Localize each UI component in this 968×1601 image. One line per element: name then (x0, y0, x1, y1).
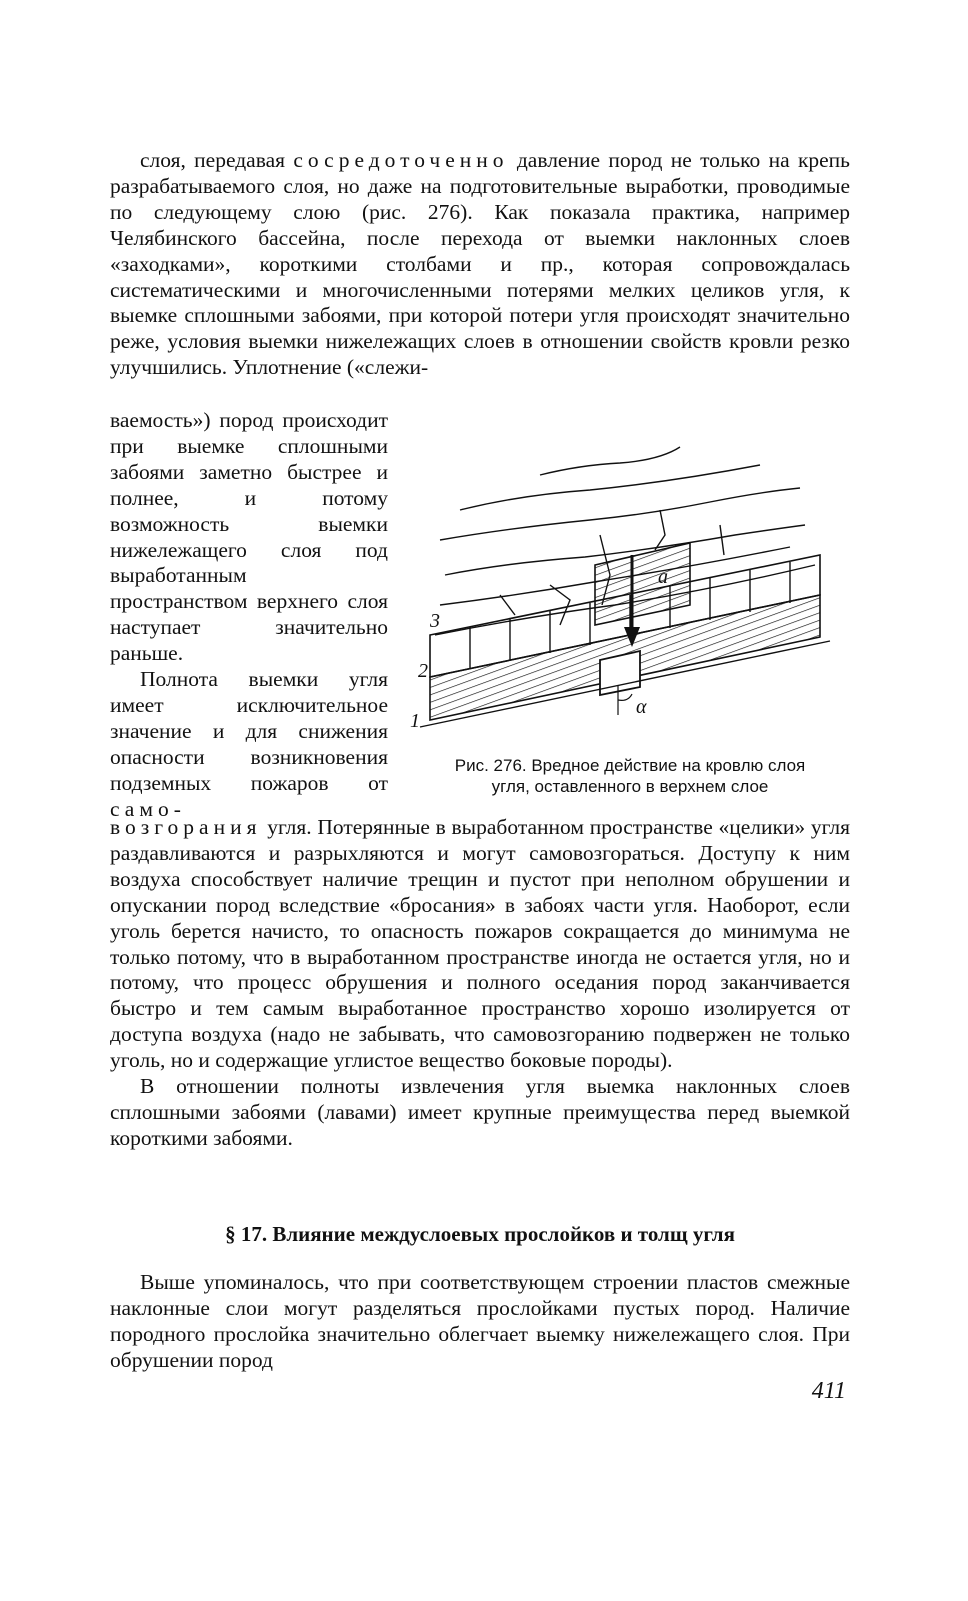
roof-damage-diagram (400, 415, 860, 755)
page-number: 411 (811, 1378, 846, 1404)
wrap-paragraph-2-text: Полнота выемки угля имеет исключительное значение и для снижения опасности возникновения подземных пожаров от (110, 667, 388, 795)
figure-caption (405, 755, 855, 797)
intro-paragraph (110, 148, 850, 381)
continuation-rest: угля. Потерянные в выработанном пространстве «целики» угля раздавливаются и разрыхляются и могут самовозгораться. Доступу к ним воздуха способствует наличие трещин и пустот при неполном обрушении и опускании пород вследствие «бросания» в забоях части угля. Наоборот, если уголь берется начисто, то опасность пожаров сокращается до минимума не только потому, что в выработанном пространстве иногда не остается угля, но и потому, что процесс обрушения и полного оседания пород заканчивается быстро и тем самым выработанное пространство хорошо изолируется от доступа воздуха (надо не забывать, что самовозгоранию подвержен не только уголь, но и содержащие углистое вещество боковые породы). (110, 815, 850, 1073)
caption-line-1: Рис. 276. Вредное действие на кровлю слоя (454, 756, 806, 775)
wrapped-text-column (110, 408, 388, 823)
label-three: 3 (430, 610, 440, 632)
intro-emphasis: сосредоточенно (293, 148, 509, 172)
wrap-paragraph-2-emphasis: само- (110, 796, 186, 821)
figure-276 (400, 415, 860, 755)
coal-pillar-a (595, 543, 690, 625)
continuation-paragraph-1 (110, 815, 850, 1074)
continuation-paragraph-2: В отношении полноты извлечения угля выемка наклонных слоев сплошными забоями (лавами) имеет крупные преимущества перед выемкой короткими забоями. (110, 1074, 850, 1150)
continuation-emphasis: возгорания (110, 815, 262, 839)
caption-line-2: угля, оставленного в верхнем слое (491, 777, 769, 796)
label-one: 1 (410, 710, 420, 732)
last-paragraph-text: Выше упоминалось, что при соответствующем строении пластов смежные наклонные слои могут разделяться прослойками пустых пород. Наличие породного прослойка значительно облегчает выемку нижележащего слоя. При обрушении пород (110, 1270, 850, 1372)
label-alpha: α (636, 696, 647, 718)
intro-text-rest: давление пород не только на крепь разрабатываемого слоя, но даже на подготовительные выработки, проводимые по следующему слою (рис. 276). Как показала практика, например Челябинского бассейна, после перехода от выемки наклонных слоев «заходками», короткими столбами и пр., которая сопровождалась систематическими и многочисленными потерями мелких целиков угля, к выемке сплошными забоями, при которой потери угля происходят значительно реже, условия выемки нижележащих слоев в отношении свойств кровли резко улучшились. Уплотнение («слежи- (110, 148, 850, 380)
wrap-paragraph-2 (110, 667, 388, 822)
wrap-paragraph-1: ваемость») пород происходит при выемке сплошными забоями заметно быстрее и полнее, и потому возможность выемки нижележащего слоя под выработанным пространством верхнего слоя наступает значительно раньше. (110, 408, 388, 666)
label-two: 2 (418, 660, 428, 682)
section-heading: § 17. Влияние междуслоевых прослойков и толщ угля (225, 1222, 735, 1246)
intro-text-start: слоя, передавая (140, 148, 294, 172)
label-a: a (658, 566, 668, 588)
last-paragraph (110, 1270, 850, 1374)
continuation-text (110, 815, 850, 1152)
